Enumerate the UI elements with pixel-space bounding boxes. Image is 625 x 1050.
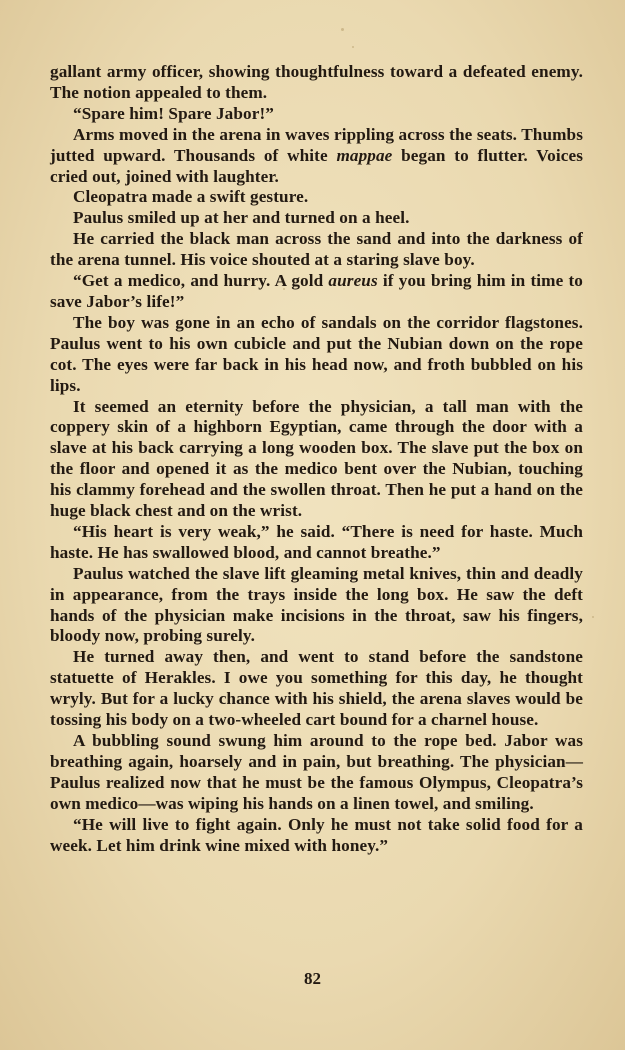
paragraph (50, 187, 583, 208)
text-run: if you bring him in time to save Jabor’s life!” (50, 271, 583, 311)
paper-speck (341, 28, 344, 31)
text-run: The boy was gone in an echo of sandals on the corridor flagstones. Paulus went to his own cubicle and put the Nubian down on the rope cot. The eyes were far back in his head now, and froth bubbled on his lips. (50, 312, 583, 395)
paper-speck (592, 616, 594, 618)
text-run: A bubbling sound swung him around to the rope bed. Jabor was breathing again, hoarsely and in pain, but breathing. The physician—Paulus realized now that he must be the famous Olympus, Cleopatra’s own medico—was wiping his hands on a linen towel, and smiling. (50, 731, 583, 813)
paragraph (50, 313, 583, 397)
text-run: Paulus watched the slave lift gleaming metal knives, thin and deadly in appearance, from the trays inside the long box. He saw the deft hands of the physician make incisions in the throat, saw his fingers, bloody now, probing surely. (50, 563, 583, 646)
text-run: He turned away then, and went to stand before the sandstone statuette of Herakles. I owe you something for this day, he thought wryly. But for a lucky chance with his shield, the arena slaves would be tossing his body on a two-wheeled cart bound for a charnel house. (50, 647, 583, 730)
text-run: He carried the black man across the sand and into the darkness of the arena tunnel. His voice shouted at a staring slave boy. (50, 229, 583, 270)
paragraph (50, 104, 583, 125)
paragraph (50, 208, 583, 229)
paragraph (50, 62, 583, 104)
paragraph (50, 647, 583, 731)
paper-speck (352, 46, 354, 48)
text-run: gallant army officer, showing thoughtfulness toward a defeated enemy. The notion appealed to them. (50, 62, 583, 102)
text-run: “He will live to fight again. Only he must not take solid food for a week. Let him drink wine mixed with honey.” (50, 814, 583, 855)
text-run: began to flutter. Voices cried out, joined with laughter. (50, 145, 583, 186)
body-text (50, 62, 583, 856)
text-run: “His heart is very weak,” he said. “There is need for haste. Much haste. He has swallowed blood, and cannot breathe.” (50, 521, 583, 562)
page-number: 82 (304, 969, 321, 988)
paragraph (50, 731, 583, 815)
italic-term: mappae (336, 145, 393, 165)
text-run: Paulus smiled up at her and turned on a heel. (73, 208, 410, 228)
text-run: Cleopatra made a swift gesture. (73, 187, 309, 207)
text-run: “Spare him! Spare Jabor!” (73, 103, 274, 123)
paragraph (50, 271, 583, 313)
text-run: It seemed an eternity before the physician, a tall man with the coppery skin of a highborn Egyptian, came through the door with a slave at his back carrying a long wooden box. The slave put the box on the floor and opened it as the medico bent over the Nubian, touching his clammy forehead and the swollen throat. Then he put a hand on the huge black chest and on the wrist. (50, 396, 583, 521)
text-run: Arms moved in the arena in waves rippling across the seats. Thumbs jutted upward. Thousands of white (50, 124, 583, 165)
paragraph (50, 229, 583, 271)
paragraph (50, 397, 583, 522)
paragraph (50, 522, 583, 564)
paragraph (50, 125, 583, 188)
paragraph (50, 564, 583, 648)
italic-term: aureus (328, 271, 378, 291)
text-run: “Get a medico, and hurry. A gold (73, 271, 329, 291)
paragraph (50, 815, 583, 857)
